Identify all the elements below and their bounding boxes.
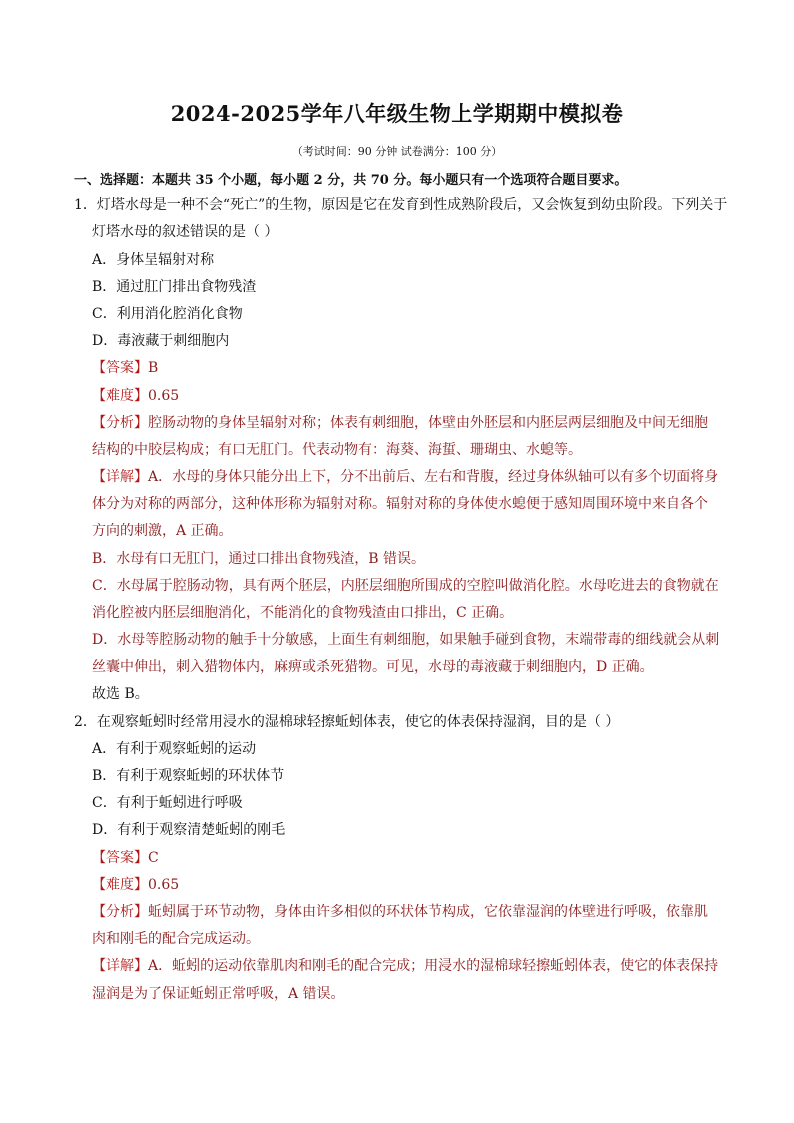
question-2-stem-line-1: 2．在观察蚯蚓时经常用浸水的湿棉球轻擦蚯蚓体表，使它的体表保持湿润，目的是（ ） (74, 714, 620, 730)
difficulty-label: 【难度】 (92, 877, 148, 893)
question-1-difficulty (92, 386, 179, 406)
question-2-detail-line-1 (92, 956, 718, 976)
question-1-detail-line-6: 消化腔被内胚层细胞消化，不能消化的食物残渣由口排出，C 正确。 (92, 605, 514, 621)
detail-label: 【详解】 (92, 958, 148, 974)
question-2-option-a: A．有利于观察蚯蚓的运动 (92, 741, 257, 757)
question-1-stem-line-2: 灯塔水母的叙述错误的是（ ） (92, 224, 279, 240)
difficulty-label: 【难度】 (92, 388, 148, 404)
section-heading: 一、选择题：本题共 35 个小题，每小题 2 分，共 70 分。每小题只有一个选项符合题目要求。 (74, 173, 628, 188)
question-2-analysis-line-1 (92, 902, 708, 922)
detail-text: A．水母的身体只能分出上下，分不出前后、左右和背腹，经过身体纵轴可以有多个切面将身 (148, 469, 719, 485)
exam-title: 2024-2025学年八年级生物上学期期中模拟卷 (170, 101, 624, 126)
question-1-option-d: D．毒液藏于刺细胞内 (92, 333, 230, 349)
question-1-conclusion: 故选 B。 (92, 686, 149, 702)
question-1-detail-line-2: 体分为对称的两部分，这种体形称为辐射对称。辐射对称的身体使水螅便于感知周围环境中来自各个 (92, 496, 708, 512)
question-1-analysis-line-1 (92, 413, 708, 433)
answer-label: 【答案】 (92, 360, 148, 376)
difficulty-value: 0.65 (148, 388, 180, 404)
answer-value: C (148, 850, 159, 866)
question-1-option-c: C．利用消化腔消化食物 (92, 306, 243, 322)
question-1-detail-line-1 (92, 467, 718, 487)
question-1-detail-line-7: D．水母等腔肠动物的触手十分敏感，上面生有刺细胞，如果触手碰到食物，末端带毒的细线就会从刺 (92, 632, 720, 648)
answer-label: 【答案】 (92, 850, 148, 866)
question-1-option-b: B．通过肛门排出食物残渣 (92, 279, 257, 295)
exam-subtitle: （考试时间：90 分钟 试卷满分：100 分） (291, 145, 503, 158)
detail-label: 【详解】 (92, 469, 148, 485)
question-1-detail-line-3: 方向的刺激，A 正确。 (92, 523, 233, 539)
question-2-difficulty (92, 875, 179, 895)
analysis-label: 【分析】 (92, 415, 148, 431)
question-2-option-c: C．有利于蚯蚓进行呼吸 (92, 795, 243, 811)
question-2-answer (92, 848, 159, 868)
question-2-analysis-line-2: 肉和刚毛的配合完成运动。 (92, 931, 260, 947)
question-1-analysis-line-2: 结构的中胶层构成；有口无肛门。代表动物有：海葵、海蜇、珊瑚虫、水螅等。 (92, 442, 582, 458)
question-1-answer (92, 358, 158, 378)
analysis-label: 【分析】 (92, 904, 148, 920)
question-1-option-a: A．身体呈辐射对称 (92, 252, 215, 268)
question-2-option-d: D．有利于观察清楚蚯蚓的刚毛 (92, 822, 286, 838)
answer-value: B (148, 360, 159, 376)
question-1-detail-line-5: C．水母属于腔肠动物，具有两个胚层，内胚层细胞所围成的空腔叫做消化腔。水母吃进去的食物就在 (92, 578, 719, 594)
question-2-option-b: B．有利于观察蚯蚓的环状体节 (92, 768, 285, 784)
analysis-text: 腔肠动物的身体呈辐射对称；体表有刺细胞，体壁由外胚层和内胚层两层细胞及中间无细胞 (148, 415, 708, 431)
detail-text: A．蚯蚓的运动依靠肌肉和刚毛的配合完成；用浸水的湿棉球轻擦蚯蚓体表，使它的体表保持 (148, 958, 719, 974)
question-1-stem-line-1: 1．灯塔水母是一种不会“死亡”的生物，原因是它在发育到性成熟阶段后，又会恢复到幼虫阶段。下列关于 (74, 197, 728, 213)
question-1-detail-line-4: B．水母有口无肛门，通过口排出食物残渣，B 错误。 (92, 551, 426, 567)
analysis-text: 蚯蚓属于环节动物，身体由许多相似的环状体节构成，它依靠湿润的体壁进行呼吸，依靠肌 (148, 904, 708, 920)
difficulty-value: 0.65 (148, 877, 180, 893)
question-2-detail-line-2: 湿润是为了保证蚯蚓正常呼吸，A 错误。 (92, 986, 345, 1002)
question-1-detail-line-8: 丝囊中伸出，刺入猎物体内，麻痹或杀死猎物。可见，水母的毒液藏于刺细胞内，D 正确。 (92, 659, 654, 675)
